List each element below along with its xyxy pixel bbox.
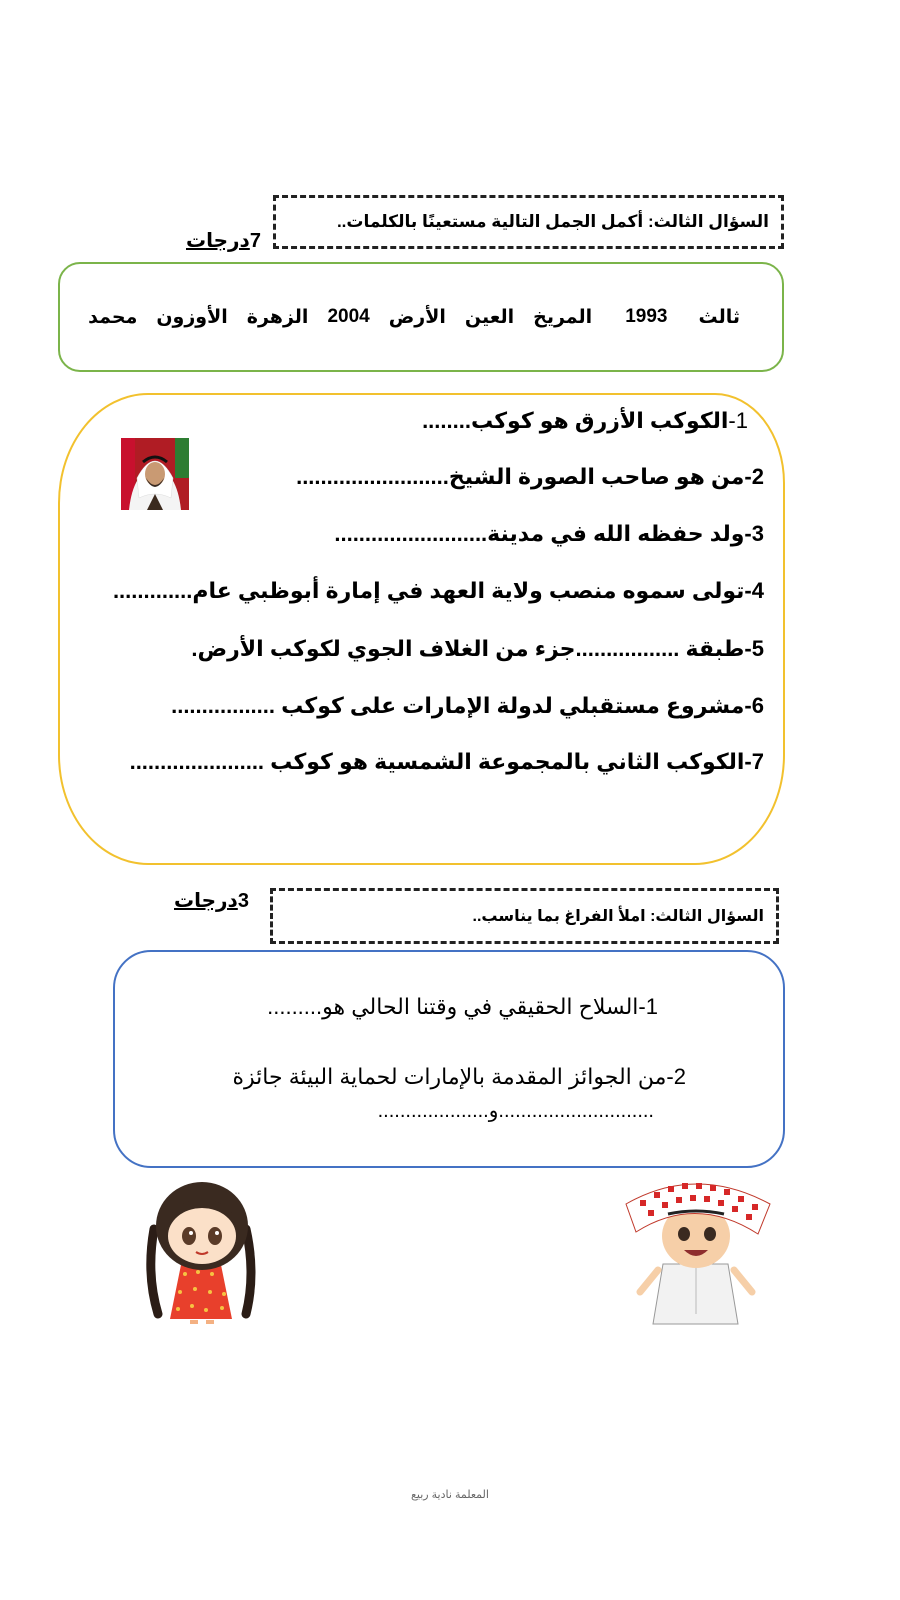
word-bank-item: محمد <box>88 307 138 328</box>
question-item: 1-الكوكب الأزرق هو كوكب........ <box>422 408 748 433</box>
fill-in-line: ............................و.................... <box>377 1100 654 1122</box>
question-title: السؤال الثالث: أكمل الجمل التالية مستعينًا بالكلمات.. <box>336 212 769 231</box>
boy-character-image <box>618 1174 778 1329</box>
question-item: 5-طبقة .................جزء من الغلاف الجوي لكوكب الأرض. <box>191 636 764 661</box>
fill-in-line: 1-السلاح الحقيقي في وقتنا الحالي هو......... <box>267 994 658 1019</box>
girl-character-image <box>140 1174 265 1324</box>
question-header-box <box>270 888 779 944</box>
question-header-box <box>273 195 784 249</box>
marks-unit: درجات <box>186 230 250 252</box>
question-title: السؤال الثالث: املأ الفراغ بما يناسب.. <box>472 908 764 925</box>
fill-in-box <box>113 950 785 1168</box>
marks-number: 7 <box>249 230 261 252</box>
question-item: 3-ولد حفظه الله في مدينة......................... <box>334 521 764 546</box>
portrait-image <box>121 438 189 510</box>
word-bank-item: 2004 <box>327 306 370 327</box>
word-bank-item: العين <box>464 307 515 328</box>
word-bank-list <box>88 306 740 329</box>
marks-label <box>186 228 261 253</box>
question-item: 4-تولى سموه منصب ولاية العهد في إمارة أبوظبي عام............. <box>112 578 764 603</box>
word-bank-item: الزهرة <box>246 307 309 328</box>
word-bank-item: المريخ <box>533 307 593 328</box>
word-bank-item: 1993 <box>625 306 668 327</box>
marks-label <box>174 888 249 913</box>
marks-unit: درجات <box>174 890 238 912</box>
fill-in-line: 2-من الجوائز المقدمة بالإمارات لحماية البيئة جائزة <box>232 1064 686 1089</box>
word-bank-item: الأرض <box>388 307 446 328</box>
question-item: 7-الكوكب الثاني بالمجموعة الشمسية هو كوكب ...................... <box>129 749 764 774</box>
word-bank-item: ثالث <box>698 307 740 328</box>
question-item: 6-مشروع مستقبلي لدولة الإمارات على كوكب ................. <box>171 693 764 718</box>
question-item: 2-من هو صاحب الصورة الشيخ......................... <box>296 464 764 489</box>
word-bank-item: الأوزون <box>156 307 228 328</box>
marks-number: 3 <box>237 890 249 912</box>
word-bank <box>58 262 784 372</box>
footer-credit: المعلمة نادية ربيع <box>411 1489 489 1501</box>
